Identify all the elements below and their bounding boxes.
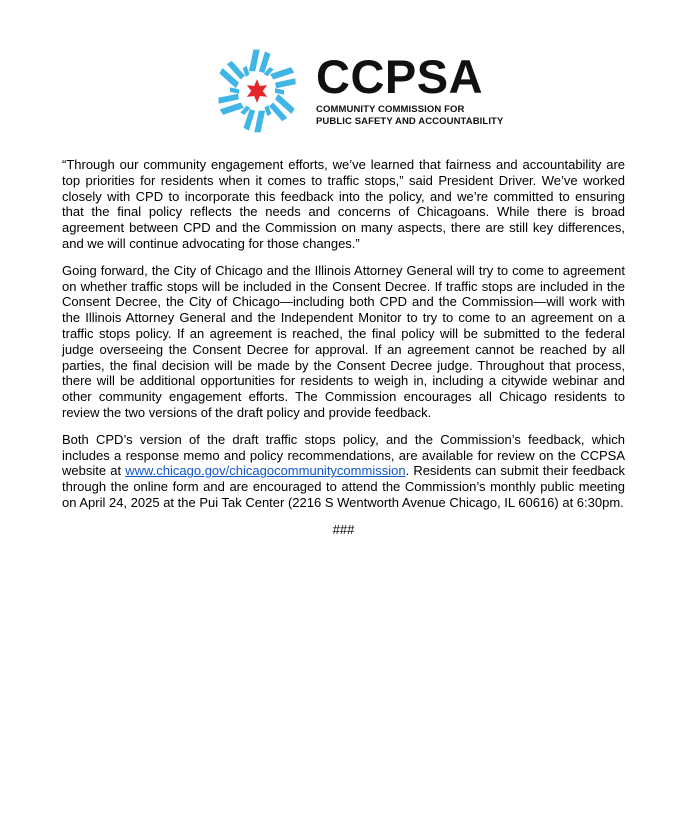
brand-block <box>316 50 503 128</box>
brand-subtitle-line-1: COMMUNITY COMMISSION FOR <box>316 104 465 115</box>
paragraph-review-text-before: Both CPD’s version of the draft traffic stops policy, and the Commission’s feedback, which includes a response memo and policy recommendations, are available for review on the CCPSA website at <box>62 431 625 479</box>
header <box>212 46 504 136</box>
brand-subtitle-line-2: PUBLIC SAFETY AND ACCOUNTABILITY <box>316 116 504 127</box>
chicago-star-flower-icon <box>212 46 302 136</box>
paragraph-review-text-after: . Residents can submit their feedback through the online form and are encouraged to attend the Commission’s monthly public meeting on April 24, 2025 at the Pui Tak Center (2216 S Wentworth Avenue Chicago, IL 60616) at 6:30pm. <box>62 463 625 510</box>
end-mark: ### <box>332 521 355 537</box>
paragraph-quote: “Through our community engagement efforts, we’ve learned that fairness and accountability are top priorities for residents when it comes to traffic stops,” said President Driver. We’ve worked closely with CPD to incorporate this feedback into the policy, and we’re committed to ensuring that the final policy reflects the needs and concerns of Chicagoans. While there is broad agreement between CPD and the Commission on many aspects, there are still key differences, and we will continue advocating for those changes.” <box>62 157 625 251</box>
commission-website-link[interactable]: www.chicago.gov/chicagocommunitycommission <box>125 463 406 479</box>
paragraph-next-steps: Going forward, the City of Chicago and the Illinois Attorney General will try to come to agreement on whether traffic stops will be included in the Consent Decree. If traffic stops are included in the Consent Decree, the City of Chicago—including both CPD and the Commission—will work with the Illinois Attorney General and the Independent Monitor to try to come to an agreement on a traffic stops policy. If an agreement is reached, the final policy will be submitted to the federal judge overseeing the Consent Decree for approval. If an agreement cannot be reached by all parties, the final decision will be made by the Consent Decree judge. Throughout that process, there will be additional opportunities for residents to weigh in, including a citywide webinar and other community engagement efforts. The Commission encourages all Chicago residents to review the two versions of the draft policy and provide feedback. <box>62 262 625 420</box>
paragraph-review-info <box>62 432 625 511</box>
red-star-icon <box>247 79 267 102</box>
document-body <box>62 157 625 538</box>
brand-name: CCPSA <box>316 50 484 103</box>
